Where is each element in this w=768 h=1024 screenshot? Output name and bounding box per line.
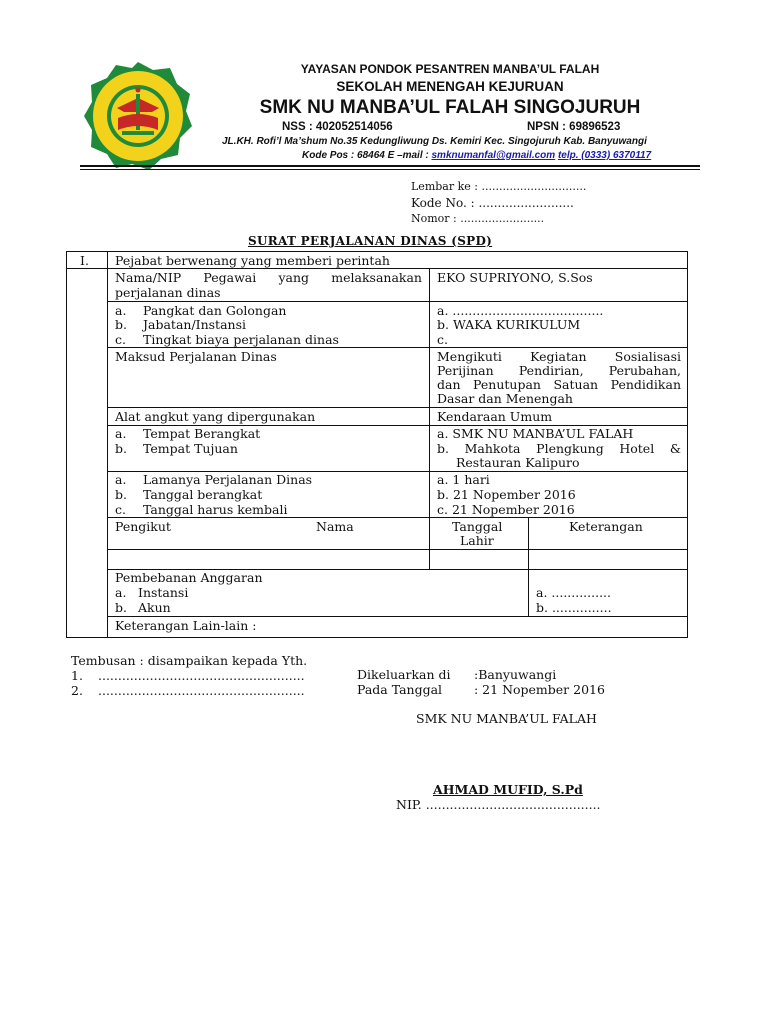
maksud-value-line4: Dasar dan Menengah xyxy=(437,391,573,406)
instansi-value: a. ............... xyxy=(536,585,611,600)
tembusan-item1-number: 1. xyxy=(71,668,83,683)
maksud-label: Maksud Perjalanan Dinas xyxy=(115,349,277,364)
tempat-berangkat-label: Tempat Berangkat xyxy=(143,426,261,441)
akun-value: b. ............... xyxy=(536,600,612,615)
dikeluarkan-label: Dikeluarkan di xyxy=(357,667,451,682)
keterangan-header: Keterangan xyxy=(569,519,643,534)
tingkat-value: c. xyxy=(437,332,448,347)
r7a-letter: a. xyxy=(115,472,127,487)
jabatan-value: b. WAKA KURIKULUM xyxy=(437,317,581,332)
lembar-field: Lembar ke : .............................. xyxy=(411,180,587,193)
nama-header: Nama xyxy=(316,519,354,534)
lamanya-value: a. 1 hari xyxy=(437,472,490,487)
r6a-letter: a. xyxy=(115,426,127,441)
tempat-berangkat-value: a. SMK NU MANBA’UL FALAH xyxy=(437,426,634,441)
nomor-field: Nomor : ........................ xyxy=(411,212,545,225)
r7b-letter: b. xyxy=(115,487,127,502)
r7c-letter: c. xyxy=(115,502,126,517)
nama-nip-label: Nama/NIP Pegawai yang melaksanakan xyxy=(115,270,422,285)
tembusan-item2-dots: .................................................... xyxy=(98,683,305,698)
r10a-letter: a. xyxy=(115,585,127,600)
contact-line xyxy=(302,150,651,161)
tanggal-berangkat-label: Tanggal berangkat xyxy=(143,487,263,502)
akun-label: Akun xyxy=(138,600,171,615)
pangkat-label: Pangkat dan Golongan xyxy=(143,303,287,318)
section-number: I. xyxy=(80,253,89,268)
lahir-header: Lahir xyxy=(460,533,494,548)
r10b-letter: b. xyxy=(115,600,127,615)
header-divider xyxy=(80,165,700,167)
tanggal-kembali-label: Tanggal harus kembali xyxy=(143,502,288,517)
tempat-tujuan-value-cont: Restauran Kalipuro xyxy=(456,455,580,470)
r3b-letter: b. xyxy=(115,317,127,332)
pangkat-value: a. ...................................... xyxy=(437,303,604,318)
school-name: SMK NU MANBA’UL FALAH SINGOJURUH xyxy=(259,97,641,118)
alat-angkut-value: Kendaraan Umum xyxy=(437,409,553,424)
signer-nip: NIP. ............................................ xyxy=(396,797,601,812)
tembusan-item2-number: 2. xyxy=(71,683,83,698)
document-title: SURAT PERJALANAN DINAS (SPD) xyxy=(248,234,493,248)
dikeluarkan-value: :Banyuwangi xyxy=(474,667,557,682)
foundation-name: YAYASAN PONDOK PESANTREN MANBA’UL FALAH xyxy=(300,62,600,76)
lamanya-label: Lamanya Perjalanan Dinas xyxy=(143,472,313,487)
pejabat-label: Pejabat berwenang yang memberi perintah xyxy=(115,253,390,268)
pembebanan-label: Pembebanan Anggaran xyxy=(115,570,263,585)
tanggal-kembali-value: c. 21 Nopember 2016 xyxy=(437,502,575,517)
nama-nip-value: EKO SUPRIYONO, S.Sos xyxy=(437,270,593,285)
school-type: SEKOLAH MENENGAH KEJURUAN xyxy=(336,79,564,94)
tembusan-label: Tembusan : disampaikan kepada Yth. xyxy=(71,653,308,668)
pada-tanggal-label: Pada Tanggal xyxy=(357,682,443,697)
pada-tanggal-value: : 21 Nopember 2016 xyxy=(474,682,605,697)
school-address: JL.KH. Rofi’l Ma’shum No.35 Kedungliwung Ds. Kemiri Kec. Singojuruh Kab. Banyuwangi xyxy=(222,136,647,147)
pengikut-label: Pengikut xyxy=(115,519,171,534)
tanggal-header: Tanggal xyxy=(452,519,503,534)
signer-name: AHMAD MUFID, S.Pd xyxy=(433,782,583,797)
instansi-label: Instansi xyxy=(138,585,189,600)
r3c-letter: c. xyxy=(115,332,126,347)
kode-field: Kode No. : ......................... xyxy=(411,196,574,210)
nama-nip-label-cont: perjalanan dinas xyxy=(115,285,221,300)
maksud-value-line1: Mengikuti Kegiatan Sosialisasi xyxy=(437,349,681,364)
tingkat-label: Tingkat biaya perjalanan dinas xyxy=(143,332,339,347)
nss-number: NSS : 402052514056 xyxy=(282,121,393,133)
keterangan-lain-label: Keterangan Lain-lain : xyxy=(115,618,257,633)
header-divider-thin xyxy=(80,169,700,170)
tempat-tujuan-label: Tempat Tujuan xyxy=(143,441,238,456)
maksud-value-line3: dan Penutupan Satuan Pendidikan xyxy=(437,377,681,392)
tempat-tujuan-value: b. Mahkota Plengkung Hotel & xyxy=(437,441,681,456)
r6b-letter: b. xyxy=(115,441,127,456)
phone-link[interactable]: telp. (0333) 6370117 xyxy=(557,150,652,161)
maksud-value-line2: Perijinan Pendirian, Perubahan, xyxy=(437,363,681,378)
alat-angkut-label: Alat angkut yang dipergunakan xyxy=(115,409,316,424)
npsn-number: NPSN : 69896523 xyxy=(527,121,621,133)
r3a-letter: a. xyxy=(115,303,127,318)
tanggal-berangkat-value: b. 21 Nopember 2016 xyxy=(437,487,576,502)
tembusan-item1-dots: .................................................... xyxy=(98,668,305,683)
postal-code: Kode Pos : 68464 E –mail : xyxy=(302,150,429,161)
signing-school: SMK NU MANBA’UL FALAH xyxy=(416,711,597,726)
jabatan-label: Jabatan/Instansi xyxy=(143,317,246,332)
email-link[interactable]: smknumanfal@gmail.com xyxy=(431,150,556,161)
